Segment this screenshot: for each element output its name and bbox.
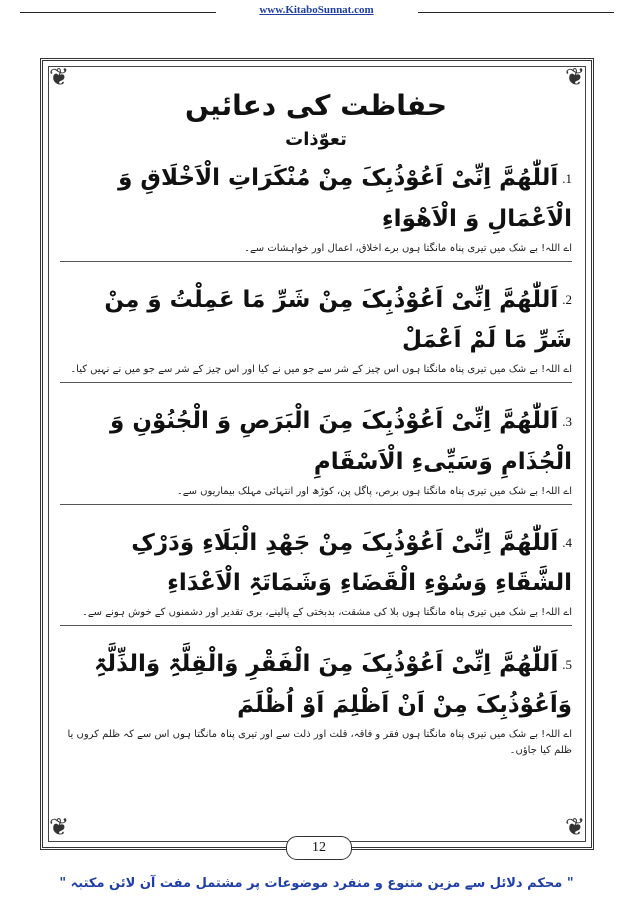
page-content xyxy=(60,86,572,826)
dua-arabic xyxy=(60,644,572,725)
page-number-rule-right xyxy=(350,847,582,848)
dua-item xyxy=(60,158,572,262)
dua-number: 4. xyxy=(562,535,572,550)
dua-number: 2. xyxy=(562,292,572,307)
divider xyxy=(60,625,572,626)
page-number: 12 xyxy=(286,836,352,860)
site-url[interactable]: www.KitaboSunnat.com xyxy=(259,4,374,16)
floral-corner-icon: ❦ xyxy=(564,813,586,841)
dua-item xyxy=(60,280,572,384)
dua-item xyxy=(60,523,572,627)
dua-item xyxy=(60,644,572,759)
section-subtitle: تعوّذات xyxy=(285,129,347,150)
divider xyxy=(60,504,572,505)
dua-arabic xyxy=(60,523,572,604)
dua-number: 3. xyxy=(562,413,572,429)
dua-arabic-text: اَللّٰھُمَّ اِنِّیْ اَعُوْذُبِکَ مِنَ الْفَقْرِ وَالْقِلَّۃِ وَالذِّلَّۃِ وَاَعُوْذُبِکَ مِنْ اَنْ اَظْلِمَ اَوْ اُظْلَمَ xyxy=(93,651,572,718)
dua-arabic-text: اَللّٰھُمَّ اِنِّیْ اَعُوْذُبِکَ مِنْ جَھْدِ الْبَلَاءِ وَدَرْکِ الشَّقَاءِ وَسُوْءِ الْقَضَاءِ وَشَمَاتَۃِ الْاَعْدَاءِ xyxy=(131,529,572,596)
dua-translation: اے اللہ! بے شک میں تیری پناہ مانگتا ہوں برے اخلاق، اعمال اور خواہشات سے۔ xyxy=(244,242,572,254)
floral-corner-icon: ❦ xyxy=(48,63,70,91)
dua-arabic-text: اَللّٰھُمَّ اِنِّیْ اَعُوْذُبِکَ مِنَ الْبَرَصِ وَ الْجُنُوْنِ وَ الْجُذَامِ وَسَیِّیءِ الْاَسْقَامِ xyxy=(110,408,572,475)
dua-arabic xyxy=(60,280,572,361)
top-rule-left xyxy=(20,12,216,13)
top-rule-right xyxy=(418,12,614,13)
page-title: حفاظت کی دعائیں xyxy=(184,89,448,122)
dua-arabic xyxy=(60,158,572,239)
dua-arabic xyxy=(60,401,572,482)
divider xyxy=(60,261,572,262)
footer-tagline: " محکم دلائل سے مزین متنوع و منفرد موضوعات پر مشتمل مفت آن لائن مکتبہ " xyxy=(59,876,574,891)
dua-number: 5. xyxy=(562,656,572,672)
dua-translation: اے اللہ! بے شک میں تیری پناہ مانگتا ہوں بلا کی مشقت، بدبختی کے پالینے، بری تقدیر اور دشمنوں کے خوش ہونے سے۔ xyxy=(81,607,572,618)
floral-corner-icon: ❦ xyxy=(564,63,586,91)
floral-corner-icon: ❦ xyxy=(48,813,70,841)
page-number-bar xyxy=(0,836,633,860)
dua-translation: اے اللہ! بے شک میں تیری پناہ مانگتا ہوں برص، پاگل پن، کوڑھ اور انتہائی مہلک بیماریوں سے۔ xyxy=(176,485,572,497)
dua-arabic-text: اَللّٰھُمَّ اِنِّیْ اَعُوْذُبِکَ مِنْ شَرِّ مَا عَمِلْتُ وَ مِنْ شَرِّ مَا لَمْ اَعْمَلْ xyxy=(104,286,572,353)
page-number-rule-left xyxy=(52,847,286,848)
dua-number: 1. xyxy=(562,170,572,186)
dua-item xyxy=(60,401,572,505)
dua-translation: اے اللہ! بے شک میں تیری پناہ مانگتا ہوں اس چیز کے شر سے جو میں نے کیا اور اس چیز کے شر سے جو میں نے نہیں کیا۔ xyxy=(70,364,572,375)
dua-arabic-text: اَللّٰھُمَّ اِنِّیْ اَعُوْذُبِکَ مِنْ مُنْکَرَاتِ الْاَخْلَاقِ وَ الْاَعْمَالِ وَ الْاَھْوَاءِ xyxy=(118,165,572,232)
dua-translation: اے اللہ! بے شک میں تیری پناہ مانگتا ہوں فقر و فاقہ، قلت اور ذلت سے اور تیری پناہ مانگتا ہوں اس سے کہ ظلم کروں یا ظلم کیا جاؤں۔ xyxy=(67,728,572,756)
divider xyxy=(60,382,572,383)
